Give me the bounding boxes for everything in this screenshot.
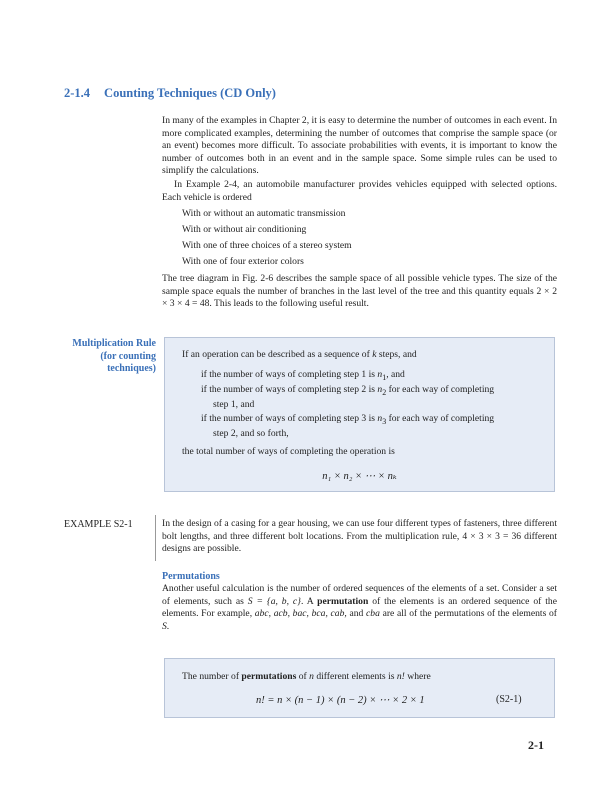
permutations-paragraph: Another useful calculation is the number of ordered sequences of the elements of a set. Consider a set of elements, such as S = {a, b, c}. A permutation of the elements is an ordered sequence of the elements. For example, abc, acb, bac, bca, cab, and cba are all of the permutations of the elements of S. [162,583,557,632]
example-text: In the design of a casing for a gear housing, we can use four different types of fasteners, three different bolt lengths, and three different bolt locations. From the multiplication rule, 4 × 3 × 3 = 36 different designs are possible. [162,518,557,555]
section-heading [64,86,276,101]
multiplication-formula: n₁ × n₂ × ⋯ × nₖ [322,471,397,482]
option-item: With one of four exterior colors [182,256,304,267]
intro-paragraph-2: In Example 2-4, an automobile manufacturer provides vehicles equipped with selected options. Each vehicle is ordered [162,179,557,203]
section-number: 2-1.4 [64,86,91,100]
intro-paragraph-1: In many of the examples in Chapter 2, it is easy to determine the number of outcomes in each event. In more complicated examples, determining the number of outcomes that comprise the sample space (or an event) becomes more difficult. To associate probabilities with events, it is important to know the number of outcomes both in an event and in the sample space. Some simple rules can be used to simplify the calculations. [162,115,557,177]
rule-step-1: if the number of ways of completing step 1 is $n_1$, and [201,369,405,382]
rule-intro: If an operation can be described as a sequence of k steps, and [182,349,417,360]
example-label: EXAMPLE S2-1 [64,519,133,530]
rule-side-label: Multiplication Rule (for counting techniques) [72,338,156,374]
equation-number: (S2-1) [496,694,522,705]
permutations-box [164,658,555,718]
rule-step-2: if the number of ways of completing step 2 is $n_2$ for each way of completing step 1, and [201,384,495,411]
section-title: Counting Techniques (CD Only) [104,86,276,100]
permutations-heading: Permutations [162,571,220,582]
factorial-formula: n! = n × (n − 1) × (n − 2) × ⋯ × 2 × 1 [256,695,425,706]
option-item: With one of three choices of a stereo system [182,240,352,251]
option-item: With or without air conditioning [182,224,307,235]
rule-total: the total number of ways of completing the operation is [182,446,395,457]
permutations-definition: The number of permutations of n different elements is n! where [182,671,431,682]
rule-step-3: if the number of ways of completing step 3 is $n_3$ for each way of completing step 2, and so forth, [201,413,495,440]
intro-paragraph-3: The tree diagram in Fig. 2-6 describes the sample space of all possible vehicle types. The size of the sample space equals the number of branches in the last level of the tree and this quantity equals 2 × 2 × 3 × 4 = 48. This leads to the following useful result. [162,273,557,310]
example-divider [155,515,156,561]
option-item: With or without an automatic transmission [182,208,346,219]
page-number: 2-1 [528,738,544,752]
